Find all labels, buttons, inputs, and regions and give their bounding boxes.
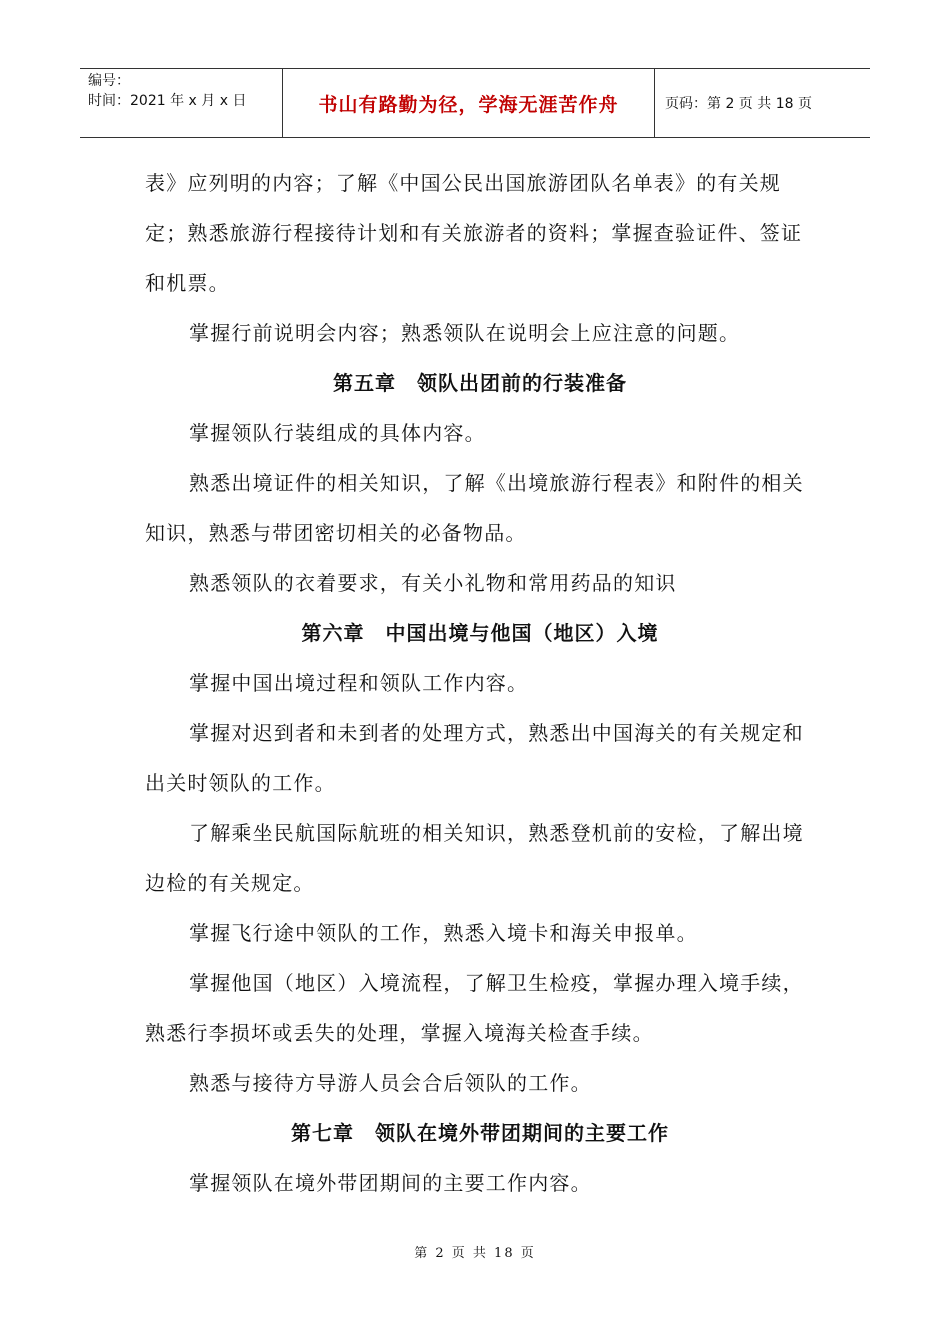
paragraph: 熟悉出境证件的相关知识，了解《出境旅游行程表》和附件的相关知识，熟悉与带团密切相关的必备物品。 [145,471,804,545]
document-number-label: 编号： [88,73,130,89]
paragraph: 掌握领队行装组成的具体内容。 [189,421,486,445]
paragraph: 熟悉与接待方导游人员会合后领队的工作。 [189,1071,592,1095]
paragraph: 掌握对迟到者和未到者的处理方式，熟悉出中国海关的有关规定和出关时领队的工作。 [145,721,804,795]
paragraph: 表》应列明的内容；了解《中国公民出国旅游团队名单表》的有关规定；熟悉旅游行程接待计划和有关旅游者的资料；掌握查验证件、签证和机票。 [145,171,803,295]
page-header [80,68,870,138]
page-footer: 第 2 页 共 18 页 [414,1246,536,1261]
document-body [145,158,815,1208]
paragraph: 熟悉领队的衣着要求，有关小礼物和常用药品的知识 [189,571,677,595]
paragraph: 掌握中国出境过程和领队工作内容。 [189,671,529,695]
chapter-heading: 第七章 领队在境外带团期间的主要工作 [291,1121,669,1145]
header-motto: 书山有路勤为径，学海无涯苦作舟 [283,69,655,137]
header-meta [80,69,283,137]
paragraph: 掌握飞行途中领队的工作，熟悉入境卡和海关申报单。 [189,921,698,945]
document-date: 时间：2021 年 x 月 x 日 [88,93,247,109]
paragraph: 了解乘坐民航国际航班的相关知识，熟悉登机前的安检，了解出境边检的有关规定。 [145,821,804,895]
header-page-info: 页码：第 2 页 共 18 页 [665,96,812,112]
paragraph: 掌握行前说明会内容；熟悉领队在说明会上应注意的问题。 [189,321,741,345]
chapter-heading: 第五章 领队出团前的行装准备 [333,371,627,395]
paragraph: 掌握他国（地区）入境流程，了解卫生检疫，掌握办理入境手续，熟悉行李损坏或丢失的处理，掌握入境海关检查手续。 [145,971,804,1045]
chapter-heading: 第六章 中国出境与他国（地区）入境 [301,621,659,645]
paragraph: 掌握领队在境外带团期间的主要工作内容。 [189,1171,592,1195]
